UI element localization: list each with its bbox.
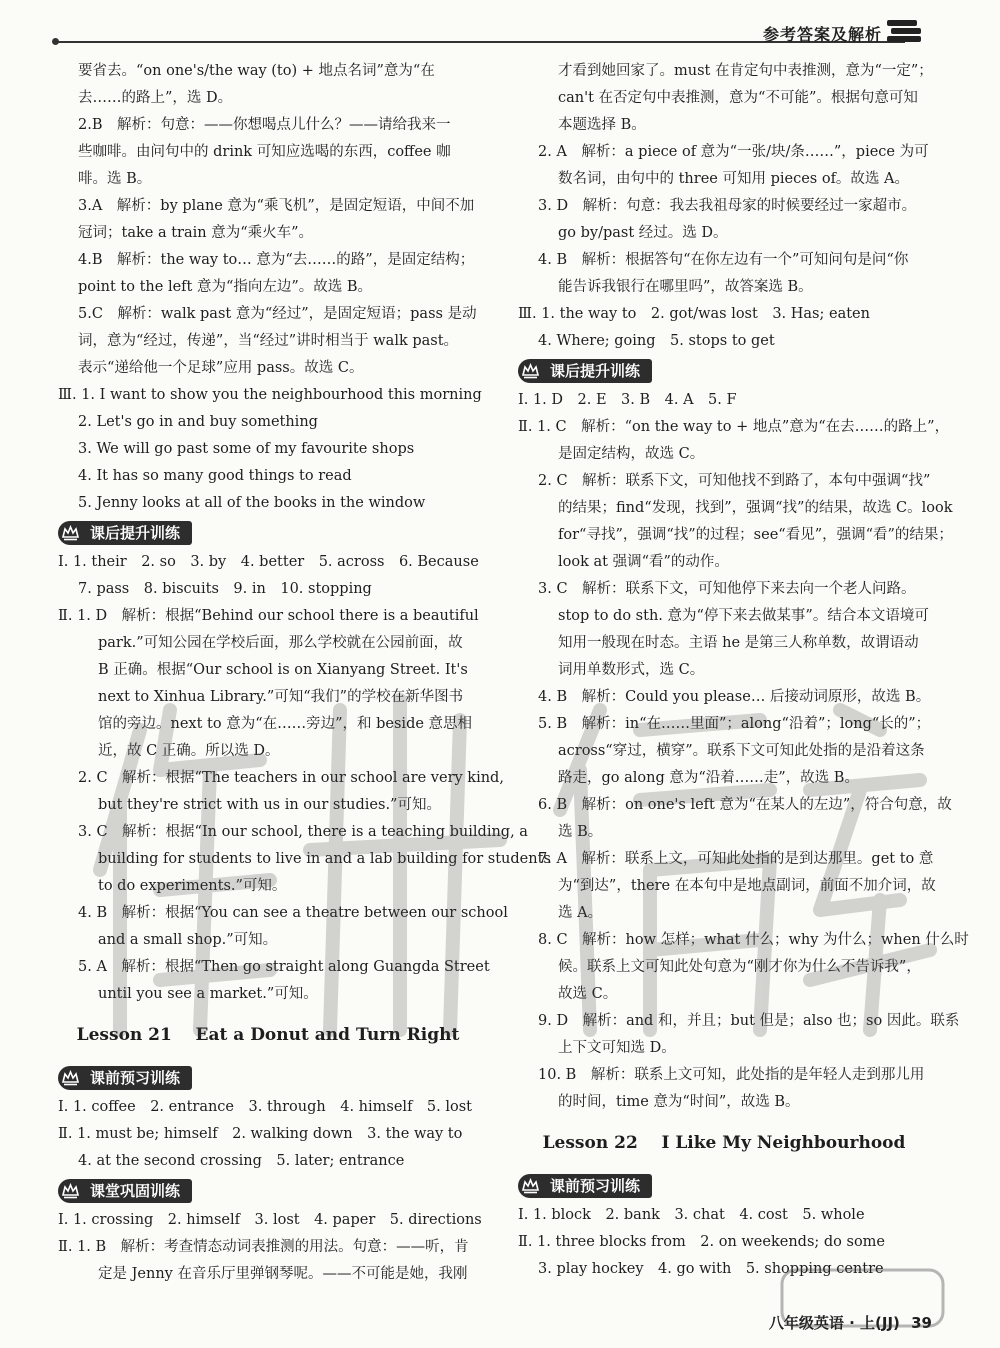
- answer-line: Ⅱ. 1. must be; himself 2. walking down 3. the way to: [58, 1126, 463, 1142]
- section-banner-label: 课前预习训练: [550, 1177, 641, 1195]
- answer-line: for“寻找”，强调“找”的过程；see“看见”，强调“看”的结果；: [558, 527, 953, 543]
- answer-line: 选 B。: [558, 824, 603, 840]
- answer-line: point to the left 意为“指向左边”。故选 B。: [78, 279, 373, 295]
- page-header-title: 参考答案及解析: [762, 25, 882, 44]
- answer-line: 能告诉我银行在哪里吗”，故答案选 B。: [558, 279, 813, 295]
- section-banner: [58, 1176, 478, 1206]
- answer-line: 4. at the second crossing 5. later; entrance: [78, 1153, 405, 1169]
- answer-line: 数名词，由句中的 three 可知用 pieces of。故选 A。: [558, 171, 910, 187]
- section-banner: [58, 1063, 478, 1093]
- answer-line: 7. A 解析：联系上文，可知此处指的是到达那里。get to 意: [538, 851, 934, 867]
- answer-line: 词用单数形式，选 C。: [558, 662, 705, 678]
- answer-line: Ⅲ. 1. I want to show you the neighbourhood this morning: [58, 387, 482, 403]
- section-banner-box: [518, 1174, 652, 1198]
- answer-line: 才看到她回家了。must 在肯定句中表推测，意为“一定”；: [558, 63, 933, 79]
- answer-line: 为“到达”，there 在本句中是地点副词，前面不加介词，故: [558, 878, 936, 894]
- lesson-title: Lesson 21 Eat a Donut and Turn Right: [76, 1025, 460, 1045]
- section-banner-box: [58, 1179, 192, 1203]
- answer-line: 些咖啡。由问句中的 drink 可知应选喝的东西，coffee 咖: [78, 144, 451, 160]
- answer-line: 5. A 解析：根据“Then go straight along Guangda Street: [78, 959, 490, 975]
- answer-line: 5.C 解析：walk past 意为“经过”，是固定短语；pass 是动: [78, 306, 477, 322]
- answer-line: Ⅰ. 1. coffee 2. entrance 3. through 4. himself 5. lost: [58, 1099, 473, 1115]
- answer-line: 2. Let's go in and buy something: [78, 414, 318, 430]
- answer-line: Ⅰ. 1. D 2. E 3. B 4. A 5. F: [518, 392, 737, 408]
- answer-line: 10. B 解析：联系上文可知，此处指的是年轻人走到那儿用: [538, 1067, 925, 1083]
- answer-line: 去……的路上”，选 D。: [78, 90, 233, 106]
- answer-line: Ⅰ. 1. crossing 2. himself 3. lost 4. paper 5. directions: [58, 1212, 482, 1228]
- answer-line: Ⅱ. 1. three blocks from 2. on weekends; do some: [518, 1234, 886, 1250]
- answer-line: 4. Where; going 5. stops to get: [538, 333, 775, 349]
- answer-line: 5. B 解析：in“在……里面”；along“沿着”；long“长的”；: [538, 716, 931, 732]
- answer-line: 啡。选 B。: [78, 171, 152, 187]
- crown-icon: [62, 525, 79, 541]
- section-banner-box: [58, 1066, 192, 1090]
- section-banner-box: [518, 359, 652, 383]
- answer-line: next to Xinhua Library.”可知“我们”的学校在新华图书: [98, 689, 464, 705]
- answer-line: but they're strict with us in our studies.”可知。: [98, 797, 441, 813]
- crown-icon: [62, 1070, 79, 1086]
- answer-line: 要省去。“on one's/the way (to) + 地点名词”意为“在: [78, 63, 435, 79]
- answer-line: to do experiments.”可知。: [98, 878, 287, 894]
- answer-line: 馆的旁边。next to 意为“在……旁边”，和 beside 意思相: [98, 716, 473, 732]
- answer-line: building for students to live in and a lab building for students: [98, 851, 551, 867]
- answer-line: 词，意为“经过，传递”，当“经过”讲时相当于 walk past。: [78, 333, 459, 349]
- answer-line: park.”可知公园在学校后面，那么学校就在公园前面，故: [98, 635, 463, 651]
- answer-line: Ⅱ. 1. D 解析：根据“Behind our school there is a beautiful: [58, 608, 479, 624]
- crown-icon: [522, 363, 539, 379]
- answer-line: 表示“递给他一个足球”应用 pass。故选 C。: [78, 360, 364, 376]
- answer-line: 4. B 解析：根据“You can see a theatre between our school: [78, 905, 508, 921]
- answer-line: 6. B 解析：on one's left 意为“在某人的左边”，符合句意，故: [538, 797, 952, 813]
- right-column: [518, 58, 969, 1283]
- section-banner-box: [58, 521, 192, 545]
- answer-line: Ⅲ. 1. the way to 2. got/was lost 3. Has; eaten: [518, 306, 870, 322]
- answer-line: Ⅰ. 1. their 2. so 3. by 4. better 5. across 6. Because: [58, 554, 479, 570]
- answer-line: stop to do sth. 意为“停下来去做某事”。结合本文语境可: [558, 608, 929, 624]
- section-banner-label: 课堂巩固训练: [90, 1182, 181, 1200]
- answer-line: until you see a market.”可知。: [98, 986, 318, 1002]
- answer-line: 上下文可知选 D。: [558, 1040, 676, 1056]
- section-banner: [518, 1171, 930, 1201]
- answer-line: go by/past 经过。选 D。: [558, 225, 728, 241]
- answer-line: 3. C 解析：联系下文，可知他停下来去向一个老人问路。: [538, 581, 916, 597]
- page-number: 39: [911, 1314, 932, 1332]
- answer-line: 4. It has so many good things to read: [78, 468, 352, 484]
- answer-line: 定是 Jenny 在音乐厅里弹钢琴呢。——不可能是她，我刚: [98, 1266, 468, 1282]
- answer-line: 5. Jenny looks at all of the books in the window: [78, 495, 426, 511]
- crown-icon: [62, 1183, 79, 1199]
- answer-line: 3.A 解析：by plane 意为“乘飞机”，是固定短语，中间不加: [78, 198, 475, 214]
- answer-line: 故选 C。: [558, 986, 618, 1002]
- answer-line: 4.B 解析：the way to… 意为“去……的路”，是固定结构；: [78, 252, 475, 268]
- answer-line: 3. play hockey 4. go with 5. shopping centre: [538, 1261, 884, 1277]
- answer-line: 2.B 解析：句意：——你想喝点儿什么？——请给我来一: [78, 117, 451, 133]
- lesson-title: Lesson 22 I Like My Neighbourhood: [542, 1133, 906, 1153]
- answer-line: can't 在否定句中表推测，意为“不可能”。根据句意可知: [558, 90, 918, 106]
- answer-line: 2. A 解析：a piece of 意为“一张/块/条……”，piece 为可: [538, 144, 929, 160]
- answer-line: 9. D 解析：and 和，并且；but 但是；also 也；so 因此。联系: [538, 1013, 960, 1029]
- answer-line: 的时间，time 意为“时间”，故选 B。: [558, 1094, 800, 1110]
- section-banner: [518, 356, 930, 386]
- answer-line: and a small shop.”可知。: [98, 932, 278, 948]
- section-banner-label: 课后提升训练: [550, 362, 641, 380]
- answer-line: 本题选择 B。: [558, 117, 646, 133]
- answer-line: 8. C 解析：how 怎样；what 什么；why 为什么；when 什么时: [538, 932, 969, 948]
- answer-line: 7. pass 8. biscuits 9. in 10. stopping: [78, 581, 372, 597]
- answer-line: 是固定结构，故选 C。: [558, 446, 705, 462]
- answer-line: 4. B 解析：Could you please… 后接动词原形，故选 B。: [538, 689, 931, 705]
- answer-line: 近，故 C 正确。所以选 D。: [98, 743, 280, 759]
- answer-line: 3. We will go past some of my favourite shops: [78, 441, 415, 457]
- answer-line: 的结果；find“发现，找到”，强调“找”的结果，故选 C。look: [558, 500, 953, 516]
- answer-line: 2. C 解析：联系下文，可知他找不到路了，本句中强调“找”: [538, 473, 931, 489]
- answer-line: 冠词；take a train 意为“乘火车”。: [78, 225, 314, 241]
- section-banner-label: 课前预习训练: [90, 1069, 181, 1087]
- section-banner: [58, 518, 478, 548]
- answer-line: look at 强调“看”的动作。: [558, 554, 729, 570]
- footer-text: 八年级英语 · 上(JJ): [768, 1314, 900, 1332]
- site-stamp-logo: [780, 1268, 945, 1328]
- answer-line: 选 A。: [558, 905, 603, 921]
- answer-line: Ⅰ. 1. block 2. bank 3. chat 4. cost 5. whole: [518, 1207, 865, 1223]
- answer-line: across“穿过，横穿”。联系下文可知此处指的是沿着这条: [558, 743, 925, 759]
- answer-line: 4. B 解析：根据答句“在你左边有一个”可知问句是问“你: [538, 252, 909, 268]
- answer-line: 路走，go along 意为“沿着……走”，故选 B。: [558, 770, 859, 786]
- books-icon: [885, 18, 925, 44]
- answer-line: 知用一般现在时态。主语 he 是第三人称单数，故谓语动: [558, 635, 919, 651]
- answer-line: Ⅱ. 1. B 解析：考查情态动词表推测的用法。句意：——听，肯: [58, 1239, 469, 1255]
- answer-line: Ⅱ. 1. C 解析：“on the way to + 地点”意为“在去……的路上”，: [518, 419, 950, 435]
- answer-line: 候。联系上文可知此处句意为“刚才你为什么不告诉我”，: [558, 959, 921, 975]
- section-banner-label: 课后提升训练: [90, 524, 181, 542]
- crown-icon: [522, 1178, 539, 1194]
- answer-line: B 正确。根据“Our school is on Xianyang Street. It's: [98, 662, 468, 678]
- answer-line: 2. C 解析：根据“The teachers in our school are very kind,: [78, 770, 504, 786]
- answer-line: 3. C 解析：根据“In our school, there is a teaching building, a: [78, 824, 528, 840]
- left-column: [58, 58, 551, 1288]
- answer-line: 3. D 解析：句意：我去我祖母家的时候要经过一家超市。: [538, 198, 917, 214]
